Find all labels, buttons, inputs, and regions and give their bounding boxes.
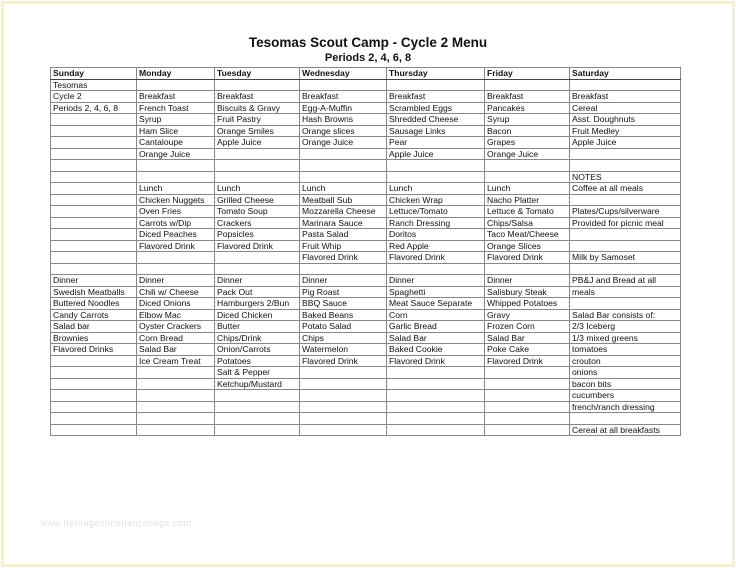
table-cell <box>570 240 681 252</box>
table-cell <box>387 390 485 402</box>
table-cell <box>137 378 215 390</box>
table-cell: Plates/Cups/silverware <box>570 206 681 218</box>
table-cell: Salisbury Steak <box>485 286 570 298</box>
table-cell: Hash Browns <box>300 114 387 126</box>
table-cell: Syrup <box>485 114 570 126</box>
table-cell <box>215 413 300 425</box>
table-cell: French Toast <box>137 102 215 114</box>
table-cell: Cereal at all breakfasts <box>570 424 681 436</box>
table-cell: Apple Juice <box>570 137 681 149</box>
table-cell: Flavored Drink <box>485 355 570 367</box>
table-cell <box>215 252 300 264</box>
table-cell: Orange Smiles <box>215 125 300 137</box>
table-cell <box>570 413 681 425</box>
table-cell <box>300 367 387 379</box>
table-cell: Oyster Crackers <box>137 321 215 333</box>
table-cell <box>570 160 681 172</box>
table-row <box>51 183 681 195</box>
table-cell: 2/3 Iceberg <box>570 321 681 333</box>
table-cell: Lettuce & Tomato <box>485 206 570 218</box>
table-cell <box>485 413 570 425</box>
table-cell <box>51 390 137 402</box>
table-cell: Flavored Drink <box>137 240 215 252</box>
table-cell <box>215 424 300 436</box>
table-cell: Potatoes <box>215 355 300 367</box>
table-cell <box>387 401 485 413</box>
table-cell: Flavored Drink <box>387 355 485 367</box>
table-cell: Brownies <box>51 332 137 344</box>
table-row <box>51 367 681 379</box>
table-cell: Poke Cake <box>485 344 570 356</box>
table-cell <box>485 378 570 390</box>
table-cell: Gravy <box>485 309 570 321</box>
column-header: Wednesday <box>300 68 387 80</box>
table-cell: Orange Juice <box>485 148 570 160</box>
table-row <box>51 390 681 402</box>
column-header: Friday <box>485 68 570 80</box>
table-cell: Breakfast <box>137 91 215 103</box>
table-cell <box>137 171 215 183</box>
table-cell: 1/3 mixed greens <box>570 332 681 344</box>
table-cell: Diced Peaches <box>137 229 215 241</box>
table-cell <box>387 424 485 436</box>
table-header-row <box>51 68 681 80</box>
table-cell <box>300 401 387 413</box>
table-cell: Pear <box>387 137 485 149</box>
table-cell: Oven Fries <box>137 206 215 218</box>
table-cell <box>137 424 215 436</box>
table-cell: Red Apple <box>387 240 485 252</box>
table-cell: Pig Roast <box>300 286 387 298</box>
table-cell: Flavored Drink <box>387 252 485 264</box>
table-cell: Onion/Carrots <box>215 344 300 356</box>
table-cell <box>215 160 300 172</box>
table-cell: Baked Beans <box>300 309 387 321</box>
table-cell: Grapes <box>485 137 570 149</box>
table-cell: Flavored Drink <box>215 240 300 252</box>
table-cell: Corn <box>387 309 485 321</box>
table-cell: Fruit Medley <box>570 125 681 137</box>
table-cell: Pasta Salad <box>300 229 387 241</box>
table-row <box>51 102 681 114</box>
table-cell <box>51 229 137 241</box>
table-cell <box>300 413 387 425</box>
table-cell: Flavored Drinks <box>51 344 137 356</box>
table-cell: Fruit Whip <box>300 240 387 252</box>
table-row <box>51 229 681 241</box>
table-row <box>51 206 681 218</box>
table-cell: Tomato Soup <box>215 206 300 218</box>
table-cell: Lunch <box>300 183 387 195</box>
table-row <box>51 309 681 321</box>
table-cell <box>51 413 137 425</box>
table-body <box>51 79 681 436</box>
table-cell: Swedish Meatballs <box>51 286 137 298</box>
table-cell: Lunch <box>387 183 485 195</box>
document-subtitle: Periods 2, 4, 6, 8 <box>324 52 412 64</box>
table-cell: Salad Bar consists of: <box>570 309 681 321</box>
table-cell <box>51 240 137 252</box>
table-cell: meals <box>570 286 681 298</box>
table-cell: Breakfast <box>387 91 485 103</box>
table-cell <box>137 79 215 91</box>
table-cell <box>387 160 485 172</box>
table-cell <box>485 401 570 413</box>
watermark-text: www.heritagechristiancollege.com <box>40 518 192 528</box>
table-cell <box>137 390 215 402</box>
table-cell: Salad Bar <box>137 344 215 356</box>
table-cell <box>387 79 485 91</box>
table-cell: Lunch <box>485 183 570 195</box>
table-cell <box>570 298 681 310</box>
table-cell <box>485 171 570 183</box>
table-cell: Fruit Pastry <box>215 114 300 126</box>
table-row <box>51 171 681 183</box>
table-cell <box>51 183 137 195</box>
table-cell <box>215 148 300 160</box>
menu-table <box>50 67 681 436</box>
table-cell <box>51 137 137 149</box>
table-row <box>51 137 681 149</box>
table-cell <box>215 401 300 413</box>
table-row <box>51 91 681 103</box>
table-cell <box>570 79 681 91</box>
table-cell: Syrup <box>137 114 215 126</box>
table-cell <box>300 424 387 436</box>
table-cell <box>570 263 681 275</box>
table-cell <box>51 160 137 172</box>
table-cell: Frozen Corn <box>485 321 570 333</box>
table-cell: Carrots w/Dip <box>137 217 215 229</box>
table-cell <box>485 79 570 91</box>
table-cell <box>51 148 137 160</box>
table-cell <box>51 424 137 436</box>
table-cell: Taco Meat/Cheese <box>485 229 570 241</box>
table-cell <box>137 252 215 264</box>
table-cell: Apple Juice <box>387 148 485 160</box>
table-cell: PB&J and Bread at all <box>570 275 681 287</box>
table-cell: french/ranch dressing <box>570 401 681 413</box>
table-cell <box>300 171 387 183</box>
table-cell: Dinner <box>300 275 387 287</box>
table-cell <box>570 194 681 206</box>
table-cell: Asst. Doughnuts <box>570 114 681 126</box>
table-cell <box>137 160 215 172</box>
table-cell: Apple Juice <box>215 137 300 149</box>
table-cell: Dinner <box>215 275 300 287</box>
table-cell: Scrambled Eggs <box>387 102 485 114</box>
table-cell: Dinner <box>137 275 215 287</box>
table-cell <box>51 217 137 229</box>
table-row <box>51 321 681 333</box>
table-cell <box>387 171 485 183</box>
table-cell <box>387 367 485 379</box>
table-cell: Diced Chicken <box>215 309 300 321</box>
table-cell: Popsicles <box>215 229 300 241</box>
table-cell <box>51 171 137 183</box>
table-cell: Dinner <box>485 275 570 287</box>
table-cell <box>300 160 387 172</box>
table-row <box>51 332 681 344</box>
table-cell: Ketchup/Mustard <box>215 378 300 390</box>
table-cell: Watermelon <box>300 344 387 356</box>
table-cell <box>387 413 485 425</box>
table-row <box>51 424 681 436</box>
table-cell: Mozzarella Cheese <box>300 206 387 218</box>
table-cell: Potato Salad <box>300 321 387 333</box>
table-row <box>51 240 681 252</box>
table-cell: Chicken Nuggets <box>137 194 215 206</box>
table-cell: Biscuits & Gravy <box>215 102 300 114</box>
table-cell: Breakfast <box>215 91 300 103</box>
table-cell: Pack Out <box>215 286 300 298</box>
table-row <box>51 298 681 310</box>
table-cell <box>137 367 215 379</box>
table-cell <box>51 367 137 379</box>
table-row <box>51 125 681 137</box>
table-cell: Corn Bread <box>137 332 215 344</box>
table-cell: Lunch <box>215 183 300 195</box>
table-cell: Flavored Drink <box>485 252 570 264</box>
table-cell: Salad Bar <box>387 332 485 344</box>
table-cell: Grilled Cheese <box>215 194 300 206</box>
table-cell: Orange Juice <box>300 137 387 149</box>
table-cell <box>300 390 387 402</box>
table-cell <box>485 263 570 275</box>
table-cell: NOTES <box>570 171 681 183</box>
table-cell: Tesomas <box>51 79 137 91</box>
table-cell <box>215 390 300 402</box>
table-row <box>51 355 681 367</box>
table-cell: Buttered Noodles <box>51 298 137 310</box>
table-cell: Spaghetti <box>387 286 485 298</box>
table-cell: bacon bits <box>570 378 681 390</box>
column-header: Tuesday <box>215 68 300 80</box>
table-cell: Chips/Salsa <box>485 217 570 229</box>
table-cell: Periods 2, 4, 6, 8 <box>51 102 137 114</box>
table-cell <box>51 194 137 206</box>
table-cell: Salad Bar <box>485 332 570 344</box>
table-cell <box>51 125 137 137</box>
table-cell: Marinara Sauce <box>300 217 387 229</box>
table-cell <box>300 378 387 390</box>
table-cell: Shredded Cheese <box>387 114 485 126</box>
table-row <box>51 148 681 160</box>
table-cell <box>51 401 137 413</box>
table-cell <box>137 263 215 275</box>
table-cell: Lettuce/Tomato <box>387 206 485 218</box>
table-cell <box>51 378 137 390</box>
column-header: Sunday <box>51 68 137 80</box>
table-cell: Elbow Mac <box>137 309 215 321</box>
table-cell <box>51 252 137 264</box>
table-cell: Ranch Dressing <box>387 217 485 229</box>
table-cell: Lunch <box>137 183 215 195</box>
table-cell: cucumbers <box>570 390 681 402</box>
table-row <box>51 286 681 298</box>
column-header: Monday <box>137 68 215 80</box>
column-header: Thursday <box>387 68 485 80</box>
table-row <box>51 344 681 356</box>
table-cell: Breakfast <box>300 91 387 103</box>
table-cell: Milk by Samoset <box>570 252 681 264</box>
table-cell: Salt & Pepper <box>215 367 300 379</box>
table-cell <box>51 114 137 126</box>
table-cell <box>215 171 300 183</box>
table-row <box>51 194 681 206</box>
table-cell: Chicken Wrap <box>387 194 485 206</box>
table-cell: Meatball Sub <box>300 194 387 206</box>
table-row <box>51 275 681 287</box>
table-cell: crouton <box>570 355 681 367</box>
table-cell: Salad bar <box>51 321 137 333</box>
table-cell: Provided for picnic meal <box>570 217 681 229</box>
table-cell <box>300 79 387 91</box>
table-cell <box>570 229 681 241</box>
table-cell: Ham Slice <box>137 125 215 137</box>
table-cell <box>51 355 137 367</box>
table-cell: Whipped Potatoes <box>485 298 570 310</box>
table-cell: Candy Carrots <box>51 309 137 321</box>
document-title: Tesomas Scout Camp - Cycle 2 Menu <box>248 35 488 50</box>
table-row <box>51 252 681 264</box>
table-cell: Chips/Drink <box>215 332 300 344</box>
table-cell: Coffee at all meals <box>570 183 681 195</box>
table-cell: Pancakes <box>485 102 570 114</box>
table-row <box>51 217 681 229</box>
table-cell: Cereal <box>570 102 681 114</box>
table-cell: Orange Slices <box>485 240 570 252</box>
table-cell: Nacho Platter <box>485 194 570 206</box>
table-cell: Egg-A-Muffin <box>300 102 387 114</box>
table-cell: Diced Onions <box>137 298 215 310</box>
table-cell <box>51 206 137 218</box>
table-cell: Sausage Links <box>387 125 485 137</box>
table-cell <box>387 263 485 275</box>
table-cell: Dinner <box>387 275 485 287</box>
table-row <box>51 413 681 425</box>
table-cell <box>485 160 570 172</box>
table-cell: Butter <box>215 321 300 333</box>
table-cell: Meat Sauce Separate <box>387 298 485 310</box>
table-cell: Crackers <box>215 217 300 229</box>
table-cell: Chips <box>300 332 387 344</box>
table-cell <box>387 378 485 390</box>
table-cell: Flavored Drink <box>300 252 387 264</box>
table-cell <box>300 148 387 160</box>
table-row <box>51 114 681 126</box>
table-cell <box>300 263 387 275</box>
table-row <box>51 401 681 413</box>
table-cell <box>485 424 570 436</box>
table-cell: Garlic Bread <box>387 321 485 333</box>
table-cell: Chili w/ Cheese <box>137 286 215 298</box>
table-row <box>51 263 681 275</box>
table-cell: Dinner <box>51 275 137 287</box>
table-cell: Baked Cookie <box>387 344 485 356</box>
table-cell <box>137 401 215 413</box>
table-cell: Cycle 2 <box>51 91 137 103</box>
table-cell: Flavored Drink <box>300 355 387 367</box>
table-cell <box>215 263 300 275</box>
table-cell: Orange Juice <box>137 148 215 160</box>
table-row <box>51 378 681 390</box>
table-cell <box>570 148 681 160</box>
table-cell: Ice Cream Treat <box>137 355 215 367</box>
column-header: Saturday <box>570 68 681 80</box>
table-cell: tomatoes <box>570 344 681 356</box>
table-cell: Orange slices <box>300 125 387 137</box>
table-cell: Breakfast <box>570 91 681 103</box>
table-cell <box>215 79 300 91</box>
table-row <box>51 160 681 172</box>
table-cell <box>51 263 137 275</box>
table-cell: Cantaloupe <box>137 137 215 149</box>
table-cell <box>137 413 215 425</box>
table-cell: onions <box>570 367 681 379</box>
table-cell <box>485 390 570 402</box>
table-cell <box>485 367 570 379</box>
table-cell: Hamburgers 2/Bun <box>215 298 300 310</box>
table-cell: BBQ Sauce <box>300 298 387 310</box>
table-cell: Doritos <box>387 229 485 241</box>
table-row <box>51 79 681 91</box>
table-cell: Bacon <box>485 125 570 137</box>
table-cell: Breakfast <box>485 91 570 103</box>
